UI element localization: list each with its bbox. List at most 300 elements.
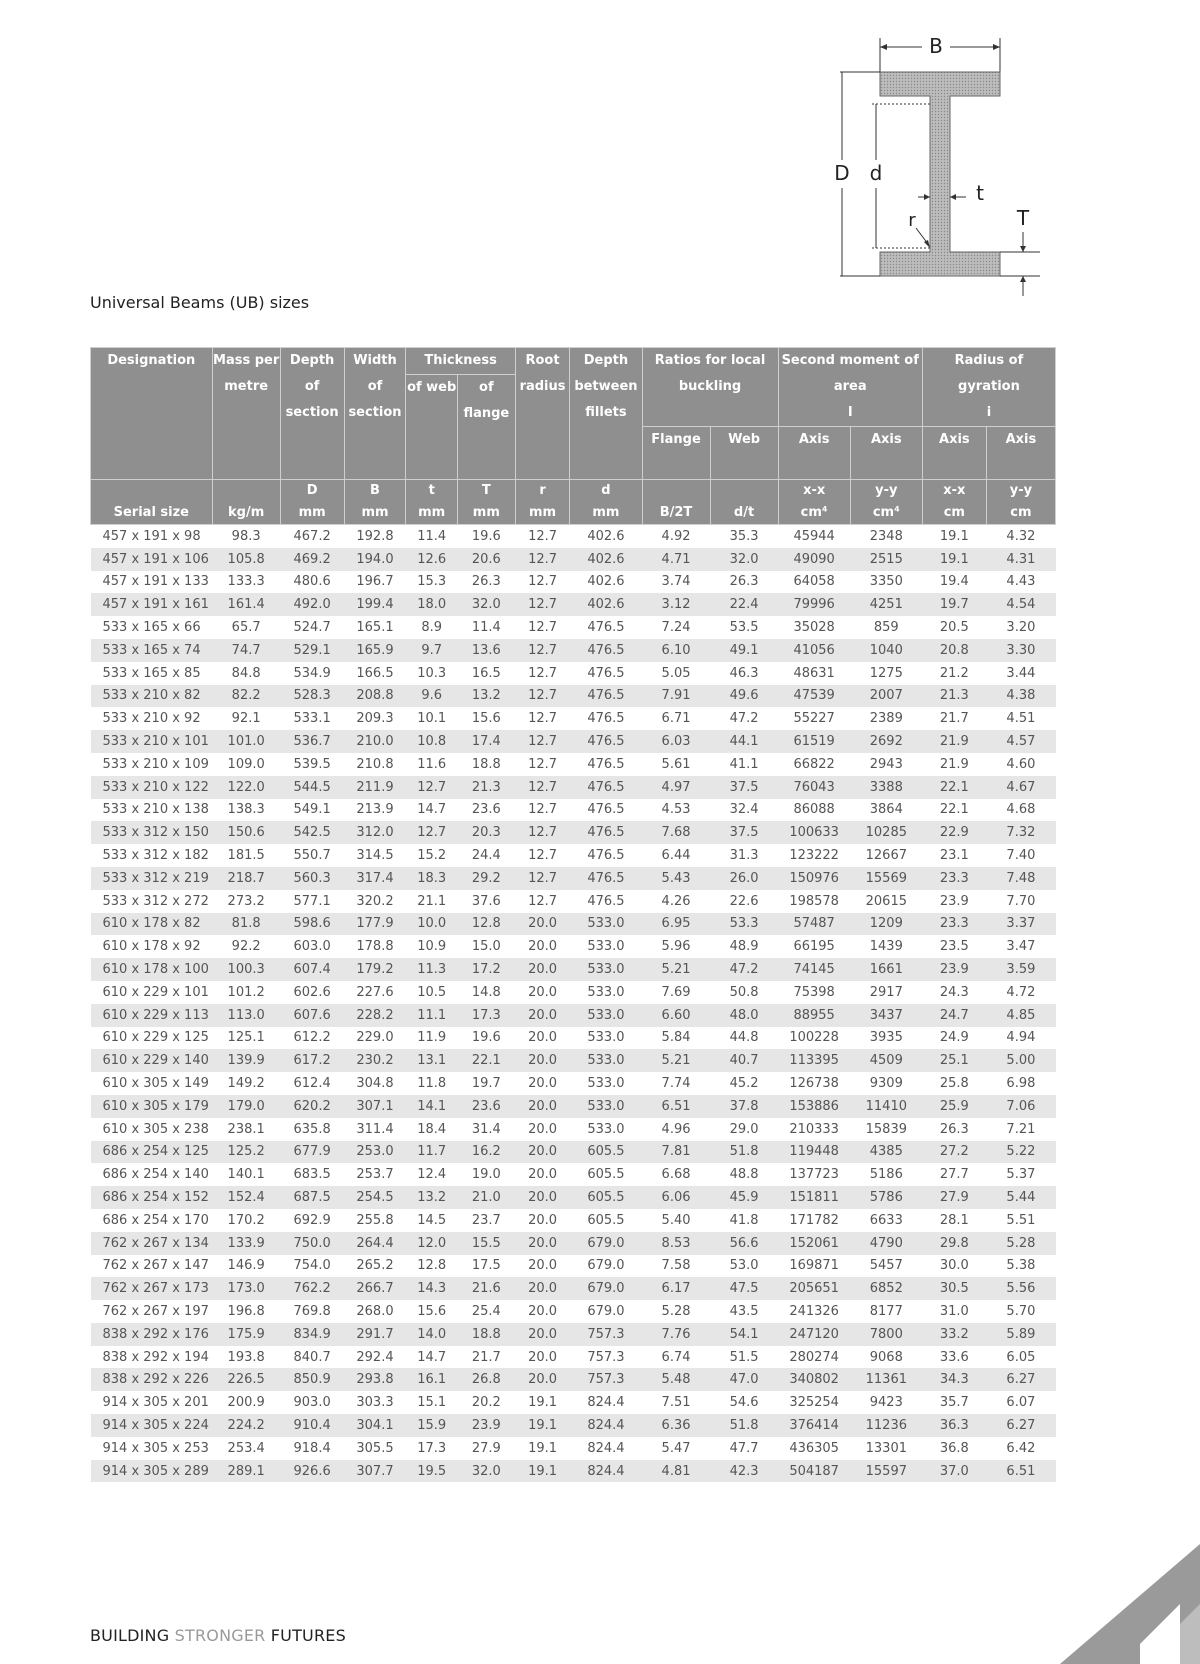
value-cell: 6.95	[642, 913, 710, 936]
unit-text: cm⁴	[800, 505, 828, 520]
value-cell: 6.03	[642, 730, 710, 753]
value-cell: 612.2	[293, 1030, 331, 1046]
table-body	[91, 525, 1056, 1483]
value-cell: 12.7	[515, 593, 570, 616]
value-cell: 402.6	[570, 593, 642, 616]
value-cell: 325254	[789, 1395, 839, 1411]
value-cell: 757.3	[570, 1368, 642, 1391]
value-cell: 196.7	[356, 574, 394, 590]
value-cell: 4.92	[661, 528, 691, 544]
value-cell: 12.7	[528, 893, 558, 909]
value-cell: 20.0	[515, 913, 570, 936]
value-cell: 26.8	[457, 1368, 515, 1391]
value-cell: 199.4	[344, 593, 406, 616]
value-cell: 125.2	[212, 1141, 280, 1164]
value-cell: 171782	[789, 1212, 839, 1228]
value-cell: 293.8	[344, 1368, 406, 1391]
value-cell: 166.5	[356, 665, 394, 681]
value-cell: 10285	[850, 821, 922, 844]
value-cell: 5.84	[661, 1030, 691, 1046]
value-cell: 12.7	[528, 802, 558, 818]
serial-size-cell: 533 x 165 x 85	[102, 665, 201, 681]
value-cell: 6.74	[661, 1349, 691, 1365]
table-row	[91, 981, 1056, 1004]
value-cell: 4.96	[661, 1121, 691, 1137]
value-cell: 12.4	[417, 1167, 447, 1183]
value-cell: 13.1	[406, 1049, 458, 1072]
table-row	[91, 662, 1056, 685]
col-root-radius: Root radius	[515, 348, 570, 480]
serial-size-cell: 762 x 267 x 173	[91, 1277, 213, 1300]
value-cell: 23.1	[939, 848, 969, 864]
table-row	[91, 1300, 1056, 1323]
value-cell: 6.17	[642, 1277, 710, 1300]
value-cell: 7.76	[642, 1323, 710, 1346]
value-cell: 910.4	[280, 1414, 344, 1437]
root-radius-marker	[908, 210, 930, 248]
value-cell: 19.4	[939, 574, 969, 590]
value-cell: 25.4	[471, 1303, 501, 1319]
value-cell: 105.8	[212, 548, 280, 571]
value-cell: 165.9	[344, 639, 406, 662]
value-cell: 12.7	[406, 776, 458, 799]
serial-size-cell: 457 x 191 x 161	[91, 593, 213, 616]
value-cell: 4509	[850, 1049, 922, 1072]
value-cell: 37.5	[710, 776, 778, 799]
value-cell: 44.1	[710, 730, 778, 753]
value-cell: 32.4	[729, 802, 759, 818]
i-beam-shape	[880, 72, 1000, 276]
value-cell: 14.8	[471, 984, 501, 1000]
value-cell: 23.7	[471, 1212, 501, 1228]
symbol-cell: B/2T	[659, 505, 693, 520]
value-cell: 303.3	[356, 1395, 394, 1411]
value-cell: 230.2	[344, 1049, 406, 1072]
value-cell: 4385	[850, 1141, 922, 1164]
value-cell: 6.98	[1006, 1076, 1036, 1092]
value-cell: 98.3	[231, 528, 261, 544]
serial-size-cell: 533 x 210 x 109	[102, 756, 209, 772]
value-cell: 12.7	[406, 821, 458, 844]
value-cell: 209.3	[356, 711, 394, 727]
value-cell: 13.6	[457, 639, 515, 662]
value-cell: 476.5	[570, 776, 642, 799]
value-cell: 5457	[869, 1258, 903, 1274]
value-cell: 19.7	[471, 1076, 501, 1092]
col-thickness: Thickness	[406, 348, 515, 375]
value-cell: 533.0	[587, 984, 625, 1000]
second-moment-label: Second moment of area	[781, 353, 919, 394]
value-cell: 10.5	[417, 984, 447, 1000]
value-cell: 228.2	[344, 1004, 406, 1027]
unit-cell	[570, 480, 642, 525]
value-cell: 5.21	[642, 958, 710, 981]
serial-size-cell: 533 x 312 x 182	[102, 848, 209, 864]
value-cell: 7.91	[642, 685, 710, 708]
value-cell: 10.9	[417, 939, 447, 955]
serial-size-cell: 610 x 229 x 101	[102, 984, 209, 1000]
value-cell: 149.2	[227, 1076, 265, 1092]
value-cell: 340802	[778, 1368, 850, 1391]
value-cell: 20.0	[515, 1049, 570, 1072]
value-cell: 200.9	[227, 1395, 265, 1411]
value-cell: 57487	[778, 913, 850, 936]
value-cell: 402.6	[587, 528, 625, 544]
value-cell: 48.8	[729, 1167, 759, 1183]
value-cell: 4.57	[986, 730, 1055, 753]
value-cell: 9.6	[406, 685, 458, 708]
col-ratios-local-buckling: Ratios for local buckling	[642, 348, 778, 427]
value-cell: 6.27	[986, 1414, 1055, 1437]
value-cell: 7.21	[1006, 1121, 1036, 1137]
value-cell: 840.7	[293, 1349, 331, 1365]
value-cell: 12.7	[515, 685, 570, 708]
value-cell: 10.8	[406, 730, 458, 753]
unit-text: mm	[418, 505, 446, 520]
value-cell: 254.5	[344, 1186, 406, 1209]
value-cell: 6.44	[661, 848, 691, 864]
value-cell: 476.5	[570, 821, 642, 844]
value-cell: 11.1	[406, 1004, 458, 1027]
value-cell: 28.1	[939, 1212, 969, 1228]
value-cell: 22.1	[939, 802, 969, 818]
unit-text: mm	[472, 505, 500, 520]
value-cell: 19.1	[922, 548, 986, 571]
value-cell: 20.6	[457, 548, 515, 571]
value-cell: 179.0	[212, 1095, 280, 1118]
value-cell: 7.70	[1006, 893, 1036, 909]
unit-text: mm	[361, 505, 389, 520]
label-B: B	[929, 34, 943, 58]
value-cell: 20.0	[515, 1004, 570, 1027]
value-cell: 5.28	[986, 1232, 1055, 1255]
table-row	[91, 685, 1056, 708]
value-cell: 17.2	[457, 958, 515, 981]
footer-rest: FUTURES	[270, 1626, 346, 1645]
value-cell: 476.5	[587, 848, 625, 864]
value-cell: 12.7	[528, 574, 558, 590]
label-t: t	[976, 181, 984, 205]
value-cell: 304.8	[356, 1076, 394, 1092]
value-cell: 44.8	[729, 1030, 759, 1046]
value-cell: 376414	[778, 1414, 850, 1437]
value-cell: 192.8	[356, 528, 394, 544]
value-cell: 10.0	[406, 913, 458, 936]
value-cell: 13.2	[406, 1186, 458, 1209]
table-row	[91, 958, 1056, 981]
value-cell: 3864	[869, 802, 903, 818]
value-cell: 24.3	[939, 984, 969, 1000]
value-cell: 291.7	[344, 1323, 406, 1346]
value-cell: 56.6	[710, 1232, 778, 1255]
value-cell: 241326	[789, 1303, 839, 1319]
unit-cell	[406, 480, 458, 525]
value-cell: 11.6	[417, 756, 447, 772]
value-cell: 5.47	[661, 1440, 691, 1456]
value-cell: 533.0	[587, 1121, 625, 1137]
unit-cell	[986, 480, 1055, 525]
value-cell: 6.05	[1006, 1349, 1036, 1365]
value-cell: 29.0	[729, 1121, 759, 1137]
value-cell: 198578	[789, 893, 839, 909]
value-cell: 92.2	[231, 939, 261, 955]
value-cell: 11.8	[417, 1076, 447, 1092]
table-row	[91, 776, 1056, 799]
value-cell: 5.40	[661, 1212, 691, 1228]
second-moment-symbol: I	[847, 405, 853, 420]
table-row	[91, 525, 1056, 548]
table-row	[91, 1095, 1056, 1118]
value-cell: 5.43	[642, 867, 710, 890]
value-cell: 859	[873, 620, 899, 636]
value-cell: 37.0	[922, 1460, 986, 1483]
value-cell: 317.4	[344, 867, 406, 890]
value-cell: 47.2	[710, 958, 778, 981]
value-cell: 17.4	[457, 730, 515, 753]
value-cell: 238.1	[227, 1121, 265, 1137]
value-cell: 12.6	[406, 548, 458, 571]
value-cell: 11.4	[417, 528, 447, 544]
value-cell: 49090	[778, 548, 850, 571]
value-cell: 122.0	[212, 776, 280, 799]
serial-size-cell: 457 x 191 x 133	[102, 574, 209, 590]
ub-sizes-table-wrapper	[90, 347, 1056, 1482]
value-cell: 14.0	[406, 1323, 458, 1346]
value-cell: 22.1	[457, 1049, 515, 1072]
table-row	[91, 867, 1056, 890]
value-cell: 20.3	[457, 821, 515, 844]
value-cell: 19.1	[515, 1460, 570, 1483]
label-T: T	[1016, 206, 1030, 230]
value-cell: 12.7	[515, 867, 570, 890]
value-cell: 15.0	[471, 939, 501, 955]
value-cell: 20.0	[528, 1167, 558, 1183]
radius-gyration-label: Radius of gyration	[954, 353, 1024, 394]
value-cell: 133.9	[212, 1232, 280, 1255]
value-cell: 34.3	[922, 1368, 986, 1391]
value-cell: 23.5	[939, 939, 969, 955]
value-cell: 314.5	[356, 848, 394, 864]
unit-cell	[515, 480, 570, 525]
footer-tagline	[90, 1626, 346, 1645]
unit-text: cm⁴	[872, 505, 900, 520]
unit-cell	[642, 480, 710, 525]
value-cell: 29.8	[922, 1232, 986, 1255]
unit-text: cm	[1010, 505, 1032, 520]
label-r: r	[908, 210, 916, 231]
value-cell: 9309	[869, 1076, 903, 1092]
serial-size-cell: 762 x 267 x 147	[102, 1258, 209, 1274]
value-cell: 15.2	[417, 848, 447, 864]
value-cell: 213.9	[356, 802, 394, 818]
value-cell: 12.7	[528, 665, 558, 681]
value-cell: 824.4	[570, 1414, 642, 1437]
value-cell: 533.1	[293, 711, 331, 727]
value-cell: 11361	[850, 1368, 922, 1391]
value-cell: 6633	[869, 1212, 903, 1228]
value-cell: 35028	[793, 620, 835, 636]
value-cell: 533.0	[570, 958, 642, 981]
unit-text: mm	[528, 505, 557, 520]
value-cell: 605.5	[587, 1167, 625, 1183]
value-cell: 20.8	[922, 639, 986, 662]
value-cell: 549.1	[293, 802, 331, 818]
value-cell: 5.21	[642, 1049, 710, 1072]
value-cell: 86088	[793, 802, 835, 818]
value-cell: 48631	[793, 665, 835, 681]
value-cell: 53.3	[710, 913, 778, 936]
value-cell: 2515	[850, 548, 922, 571]
value-cell: 533.0	[587, 1030, 625, 1046]
depth-between-fillets-dimension	[870, 104, 930, 248]
value-cell: 20.0	[528, 1258, 558, 1274]
value-cell: 824.4	[570, 1460, 642, 1483]
value-cell: 850.9	[280, 1368, 344, 1391]
value-cell: 469.2	[280, 548, 344, 571]
serial-size-cell: 686 x 254 x 140	[102, 1167, 209, 1183]
table-row	[91, 1346, 1056, 1369]
value-cell: 54.1	[710, 1323, 778, 1346]
unit-cell	[344, 480, 406, 525]
serial-size-cell: 914 x 305 x 201	[102, 1395, 209, 1411]
value-cell: 26.3	[471, 574, 501, 590]
serial-size-cell: 610 x 178 x 82	[91, 913, 213, 936]
table-row	[91, 571, 1056, 594]
value-cell: 23.9	[457, 1414, 515, 1437]
value-cell: 3.12	[642, 593, 710, 616]
value-cell: 170.2	[227, 1212, 265, 1228]
value-cell: 5.96	[661, 939, 691, 955]
value-cell: 15.9	[406, 1414, 458, 1437]
value-cell: 476.5	[570, 867, 642, 890]
value-cell: 42.3	[710, 1460, 778, 1483]
value-cell: 273.2	[227, 893, 265, 909]
value-cell: 15.1	[417, 1395, 447, 1411]
serial-size-cell: 533 x 210 x 122	[91, 776, 213, 799]
value-cell: 23.3	[922, 867, 986, 890]
value-cell: 31.0	[939, 1303, 969, 1319]
value-cell: 25.9	[922, 1095, 986, 1118]
symbol-cell: D	[306, 483, 318, 498]
value-cell: 17.3	[457, 1004, 515, 1027]
value-cell: 4.71	[642, 548, 710, 571]
serial-size-cell: 838 x 292 x 176	[91, 1323, 213, 1346]
value-cell: 19.7	[922, 593, 986, 616]
radius-gyration-symbol: i	[986, 405, 992, 420]
value-cell: 169871	[789, 1258, 839, 1274]
table-row	[91, 730, 1056, 753]
value-cell: 146.9	[227, 1258, 265, 1274]
value-cell: 47.2	[729, 711, 759, 727]
table-row	[91, 1437, 1056, 1460]
value-cell: 3.37	[986, 913, 1055, 936]
value-cell: 23.3	[922, 913, 986, 936]
value-cell: 20.0	[528, 1349, 558, 1365]
value-cell: 181.5	[227, 848, 265, 864]
value-cell: 7.68	[642, 821, 710, 844]
value-cell: 37.5	[710, 821, 778, 844]
value-cell: 3935	[869, 1030, 903, 1046]
value-cell: 3.30	[986, 639, 1055, 662]
table-row	[91, 890, 1056, 913]
table-row	[91, 1004, 1056, 1027]
value-cell: 3.20	[1006, 620, 1036, 636]
value-cell: 265.2	[356, 1258, 394, 1274]
value-cell: 22.4	[710, 593, 778, 616]
value-cell: 18.3	[406, 867, 458, 890]
value-cell: 7.06	[986, 1095, 1055, 1118]
value-cell: 25.1	[922, 1049, 986, 1072]
unit-cell	[710, 480, 778, 525]
value-cell: 14.3	[406, 1277, 458, 1300]
serial-size-cell: 533 x 210 x 82	[91, 685, 213, 708]
value-cell: 19.0	[471, 1167, 501, 1183]
value-cell: 533.0	[570, 1095, 642, 1118]
value-cell: 75398	[793, 984, 835, 1000]
value-cell: 32.0	[710, 548, 778, 571]
label-d: d	[869, 161, 883, 185]
value-cell: 20.0	[528, 984, 558, 1000]
table-row	[91, 639, 1056, 662]
value-cell: 5.22	[986, 1141, 1055, 1164]
value-cell: 27.9	[922, 1186, 986, 1209]
table-row	[91, 1072, 1056, 1095]
col-width-of-section: Width of section	[344, 348, 406, 480]
table-row	[91, 1323, 1056, 1346]
value-cell: 679.0	[570, 1232, 642, 1255]
value-cell: 36.3	[922, 1414, 986, 1437]
value-cell: 47.7	[729, 1440, 759, 1456]
value-cell: 605.5	[570, 1186, 642, 1209]
value-cell: 40.7	[710, 1049, 778, 1072]
value-cell: 21.3	[457, 776, 515, 799]
value-cell: 12.7	[515, 776, 570, 799]
symbol-cell: d	[601, 483, 611, 498]
value-cell: 6852	[850, 1277, 922, 1300]
serial-size-cell: 838 x 292 x 226	[91, 1368, 213, 1391]
value-cell: 21.9	[939, 756, 969, 772]
value-cell: 679.0	[587, 1258, 625, 1274]
value-cell: 305.5	[356, 1440, 394, 1456]
value-cell: 13301	[865, 1440, 907, 1456]
value-cell: 2007	[850, 685, 922, 708]
value-cell: 15569	[850, 867, 922, 890]
value-cell: 19.6	[471, 1030, 501, 1046]
value-cell: 612.4	[293, 1076, 331, 1092]
value-cell: 119448	[778, 1141, 850, 1164]
serial-size-cell: 533 x 210 x 101	[91, 730, 213, 753]
value-cell: 5.48	[642, 1368, 710, 1391]
value-cell: 15.5	[457, 1232, 515, 1255]
value-cell: 4.38	[986, 685, 1055, 708]
i-beam-section-diagram	[820, 20, 1060, 310]
serial-size-cell: 610 x 229 x 140	[91, 1049, 213, 1072]
value-cell: 8.9	[421, 620, 443, 636]
col-flange: Flange	[642, 427, 710, 480]
value-cell: 32.0	[457, 593, 515, 616]
value-cell: 7.51	[661, 1395, 691, 1411]
value-cell: 5.00	[986, 1049, 1055, 1072]
value-cell: 476.5	[587, 893, 625, 909]
value-cell: 605.5	[570, 1141, 642, 1164]
value-cell: 307.1	[344, 1095, 406, 1118]
value-cell: 53.5	[729, 620, 759, 636]
value-cell: 211.9	[344, 776, 406, 799]
value-cell: 3388	[850, 776, 922, 799]
table-row	[91, 1186, 1056, 1209]
serial-size-cell: 686 x 254 x 125	[91, 1141, 213, 1164]
value-cell: 23.9	[939, 893, 969, 909]
